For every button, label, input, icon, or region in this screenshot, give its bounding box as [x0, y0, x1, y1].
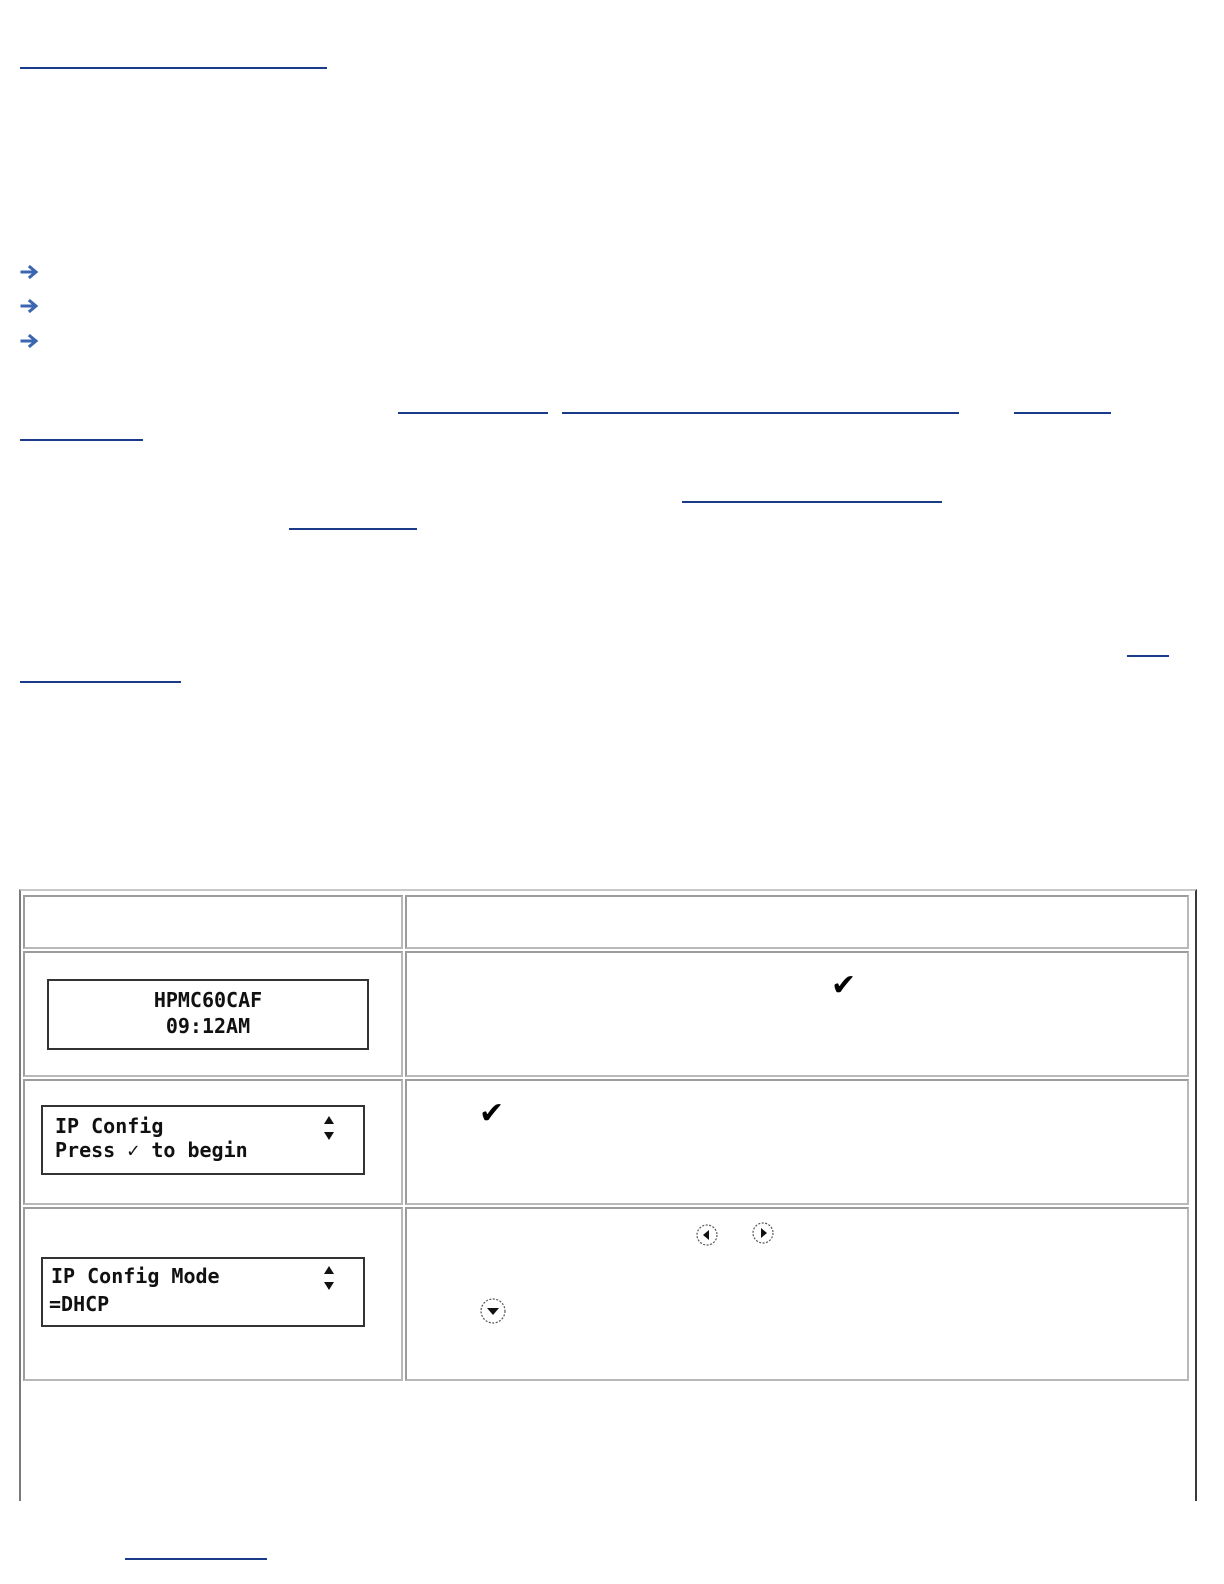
lcd-line-1: IP Config Mode [51, 1264, 220, 1288]
lcd-display [47, 979, 369, 1050]
header-cell-display [23, 895, 403, 949]
down-arrow-button-icon [479, 1297, 507, 1325]
up-down-arrows-icon [323, 1265, 335, 1291]
up-down-arrows-icon [323, 1115, 335, 1141]
link-1[interactable] [398, 412, 548, 414]
link-3[interactable] [1014, 412, 1111, 414]
lcd-line-2: Press ✓ to begin [55, 1138, 248, 1162]
table-row-1-display-cell [23, 951, 403, 1077]
right-arrow-icon [20, 264, 42, 280]
right-arrow-icon [20, 298, 42, 314]
link-9[interactable] [125, 1558, 267, 1560]
check-icon: ✔ [479, 1096, 505, 1131]
link-8[interactable] [20, 681, 181, 683]
link-6[interactable] [289, 528, 417, 530]
lcd-display [41, 1257, 365, 1327]
table-row-2-display-cell [23, 1079, 403, 1205]
lcd-line-2: 09:12AM [165, 1014, 251, 1038]
link-7[interactable] [1127, 655, 1169, 657]
top-link[interactable] [20, 67, 327, 69]
table-lower-area [21, 1383, 1191, 1501]
lcd-line-2: =DHCP [49, 1292, 110, 1316]
header-cell-description [405, 895, 1189, 949]
table-row-1-description-cell [405, 951, 1189, 1077]
lcd-line-1: IP Config [55, 1114, 164, 1138]
link-5[interactable] [682, 501, 942, 503]
lcd-display [41, 1105, 365, 1175]
steps-table [19, 889, 1195, 1501]
table-row-3-display-cell [23, 1207, 403, 1381]
right-arrow-button-icon [751, 1221, 775, 1245]
table-row-2-description-cell [405, 1079, 1189, 1205]
lcd-line-1: HPMC60CAF [153, 988, 263, 1012]
right-arrow-icon [20, 333, 42, 349]
link-2[interactable] [562, 412, 959, 414]
table-row-3-description-cell [405, 1207, 1189, 1381]
link-4[interactable] [20, 439, 143, 441]
left-arrow-button-icon [695, 1223, 719, 1247]
check-icon: ✔ [831, 968, 857, 1003]
